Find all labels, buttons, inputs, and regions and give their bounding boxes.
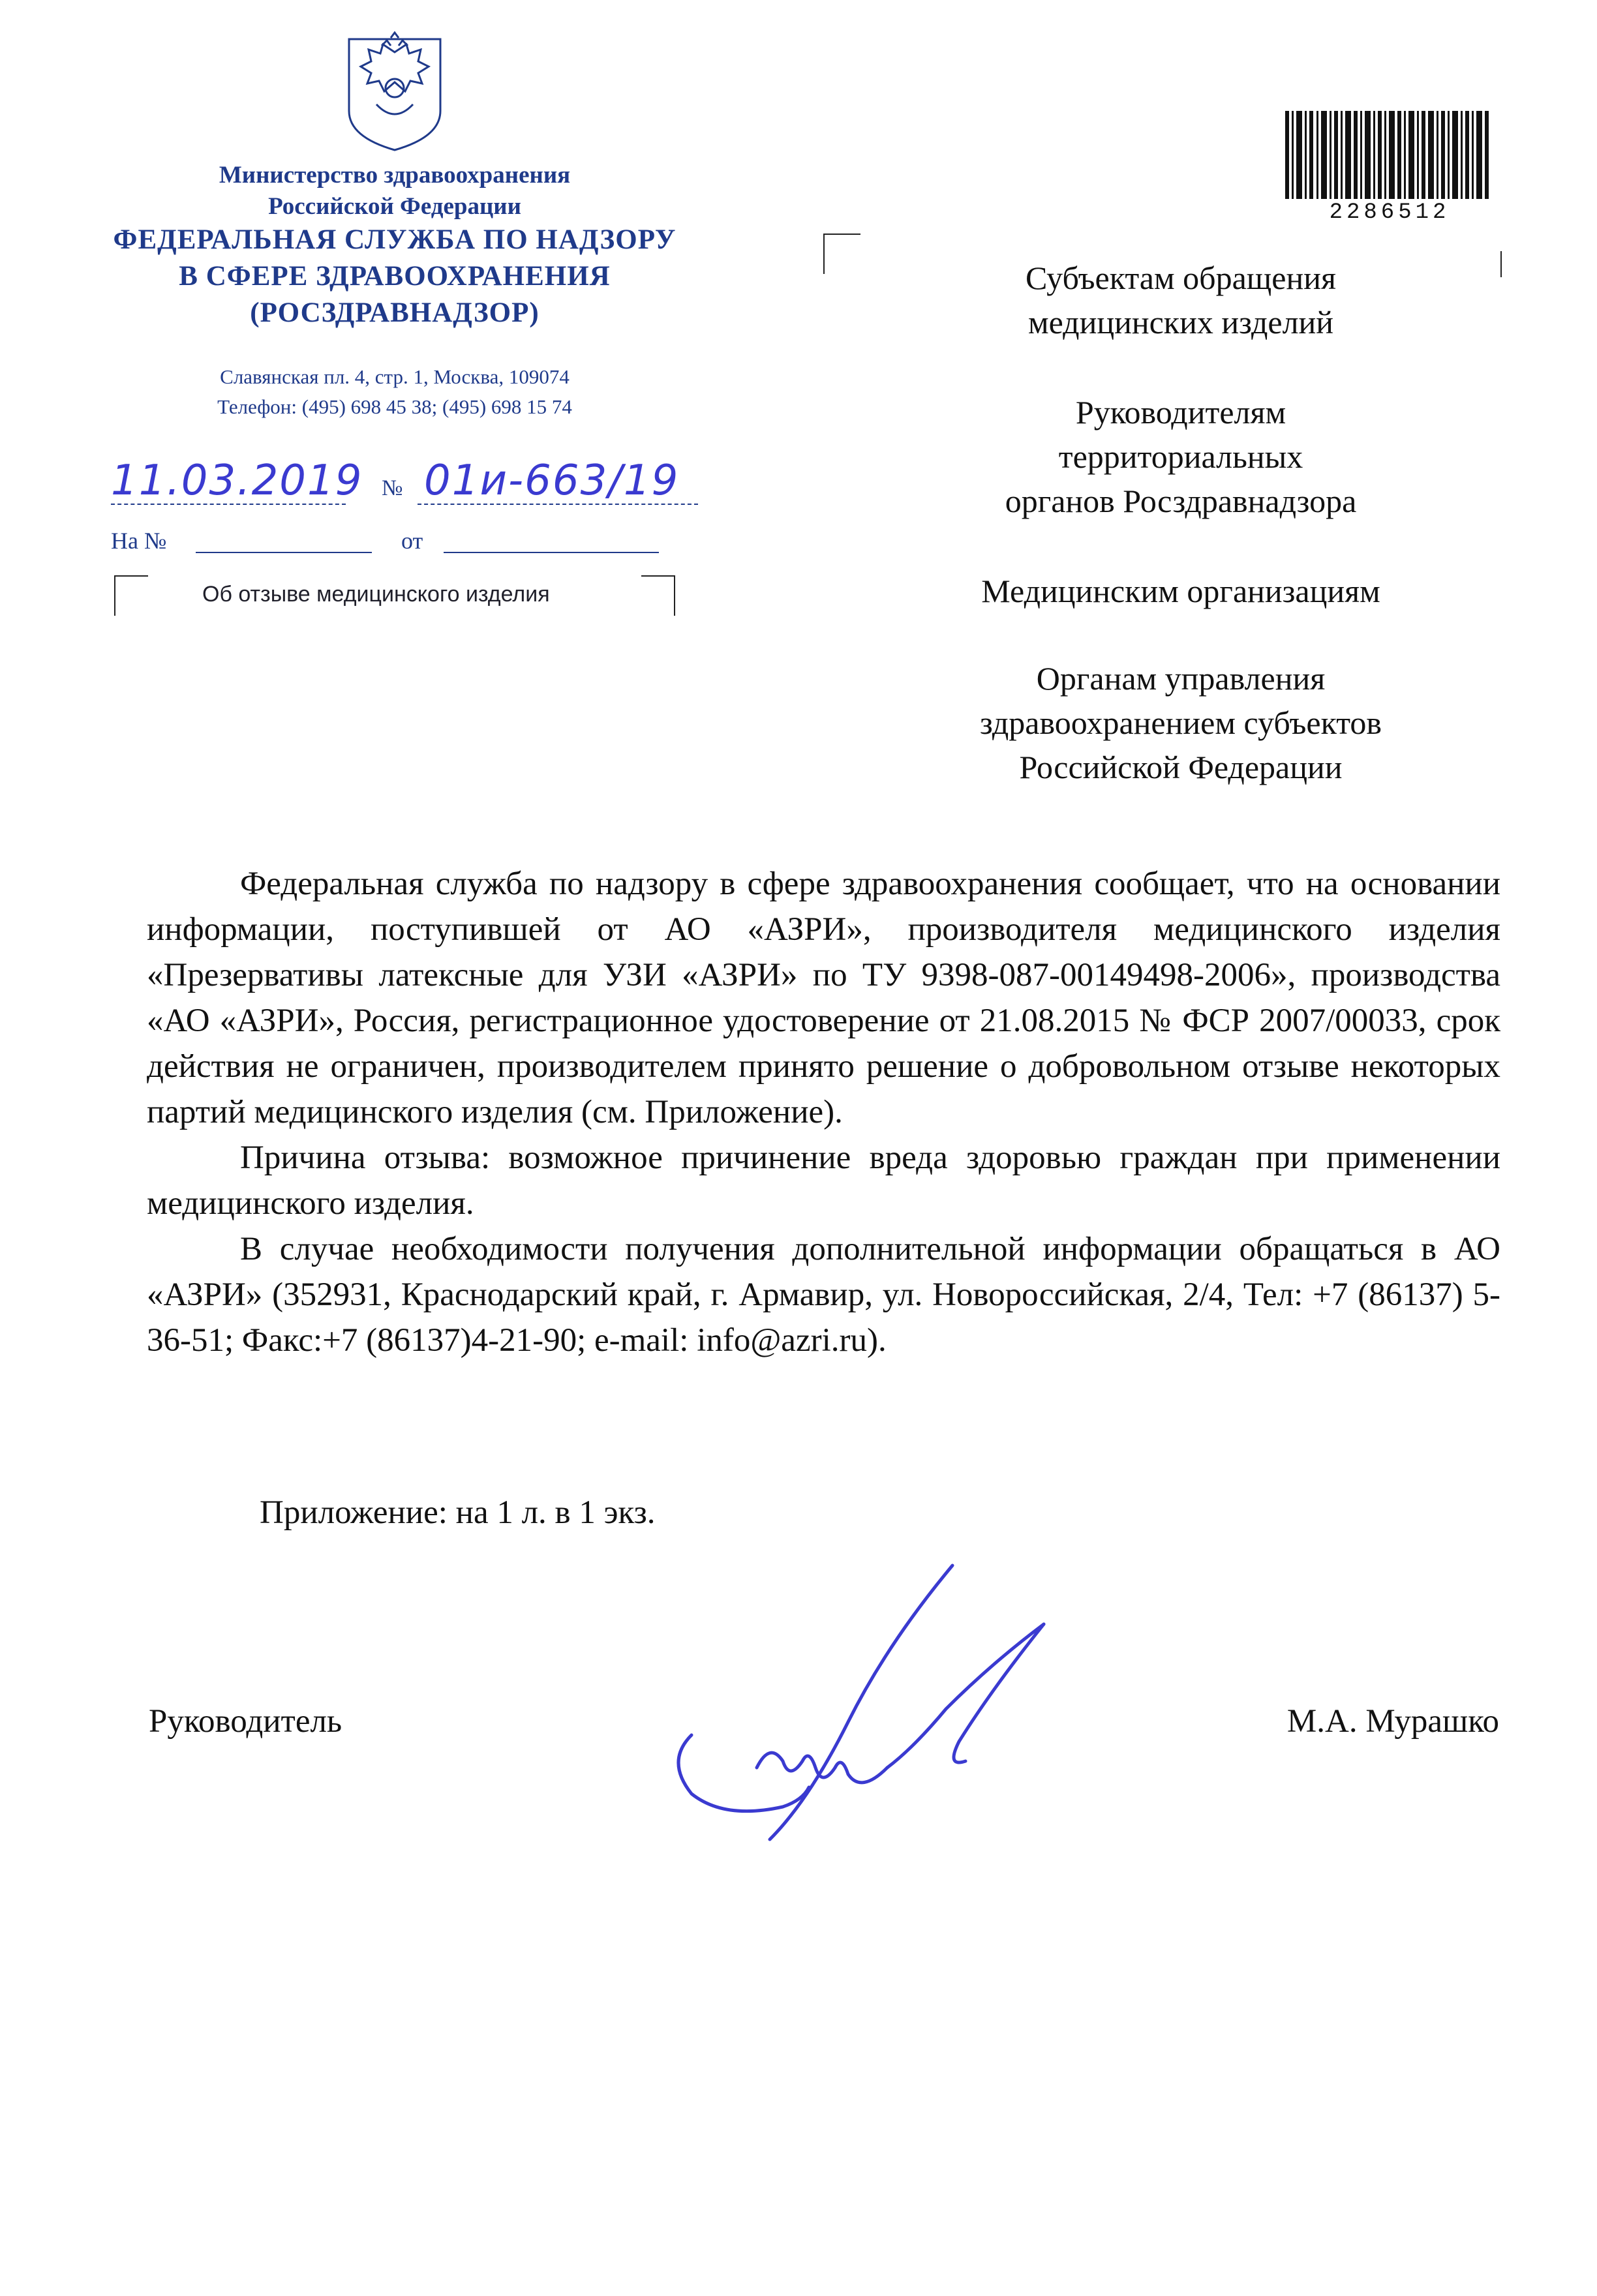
ref-from-label: от — [401, 528, 423, 554]
recipient-2-line-1: Руководителям — [1075, 394, 1286, 430]
number-label: № — [382, 476, 403, 500]
recipient-bracket-right — [1500, 251, 1502, 277]
signer-title: Руководитель — [149, 1703, 342, 1740]
recipient-2-line-3: органов Росздравнадзора — [1005, 483, 1357, 519]
subject-text: Об отзыве медицинского изделия — [202, 582, 550, 607]
subject-block — [114, 575, 675, 627]
recipient-bracket-left — [823, 234, 860, 274]
body-paragraph-3: В случае необходимости получения дополнительной информации обращаться в АО «АЗРИ» (352931, Краснодарский край, г. Армавир, ул. Новороссийская, 2/4, Тел: +7 (86137) 5-36-51; Факс:+7 (86137)4-21-90; e-mail: info@azri.ru). — [147, 1231, 1500, 1359]
recipient-3-line-1: Медицинским организациям — [981, 573, 1380, 609]
ref-number-blank — [196, 527, 372, 553]
handwritten-signature-icon — [652, 1552, 1057, 1852]
reference-line — [111, 522, 698, 561]
document-date: 11.03.2019 — [111, 457, 363, 505]
service-line-2: В СФЕРЕ ЗДРАВООХРАНЕНИЯ — [179, 261, 611, 292]
address-line-1: Славянская пл. 4, стр. 1, Москва, 109074 — [220, 365, 570, 388]
recipient-4-line-1: Органам управления — [1036, 660, 1326, 697]
russian-coat-of-arms-icon — [336, 26, 453, 157]
signer-name: М.А. Мурашко — [1286, 1703, 1499, 1740]
ref-date-blank — [444, 527, 659, 553]
document-number: 01и-663/19 — [424, 457, 680, 505]
ministry-line-1: Министерство здравоохранения — [219, 162, 571, 189]
recipient-4-line-3: Российской Федерации — [1019, 749, 1343, 785]
recipient-1 — [900, 256, 1461, 344]
subject-bracket-right — [641, 575, 675, 616]
body-paragraph-1: Федеральная служба по надзору в сфере здравоохранения сообщает, что на основании информации, поступившей от АО «АЗРИ», производителя медицинского изделия «Презервативы латексные для УЗИ «АЗРИ» по ТУ 9398-087-00149498-2006», производства «АО «АЗРИ», Россия, регистрационное удостоверение от 21.08.2015 № ФСР 2007/00033, срок действия не ограничен, производителем принято решение о добровольном отзыве некоторых партий медицинского изделия (см. Приложение). — [147, 866, 1500, 1130]
recipient-1-line-1: Субъектам обращения — [1026, 260, 1336, 296]
subject-bracket-left — [114, 575, 148, 616]
recipient-2 — [900, 390, 1461, 523]
barcode-number: 2286512 — [1329, 200, 1450, 225]
address-block — [104, 362, 685, 422]
service-name — [91, 222, 698, 331]
barcode — [1285, 111, 1489, 199]
service-line-3: (РОСЗДРАВНАДЗОР) — [250, 297, 540, 328]
body-paragraph-2: Причина отзыва: возможное причинение вреда здоровью граждан при применении медицинского изделия. — [147, 1140, 1500, 1222]
document-date-number — [111, 457, 698, 515]
service-line-1: ФЕДЕРАЛЬНАЯ СЛУЖБА ПО НАДЗОРУ — [113, 224, 677, 255]
recipient-1-line-2: медицинских изделий — [1027, 304, 1334, 340]
ministry-name — [104, 160, 685, 222]
recipient-3 — [900, 569, 1461, 613]
ministry-line-2: Российской Федерации — [268, 193, 521, 220]
recipient-4-line-2: здравоохранением субъектов — [979, 704, 1382, 741]
recipient-2-line-2: территориальных — [1058, 438, 1303, 475]
phone-line: Телефон: (495) 698 45 38; (495) 698 15 74 — [217, 395, 572, 418]
ref-number-label: На № — [111, 528, 167, 554]
annex-note: Приложение: на 1 л. в 1 экз. — [260, 1494, 656, 1531]
letter-body — [147, 861, 1500, 1363]
recipient-4 — [900, 656, 1461, 789]
